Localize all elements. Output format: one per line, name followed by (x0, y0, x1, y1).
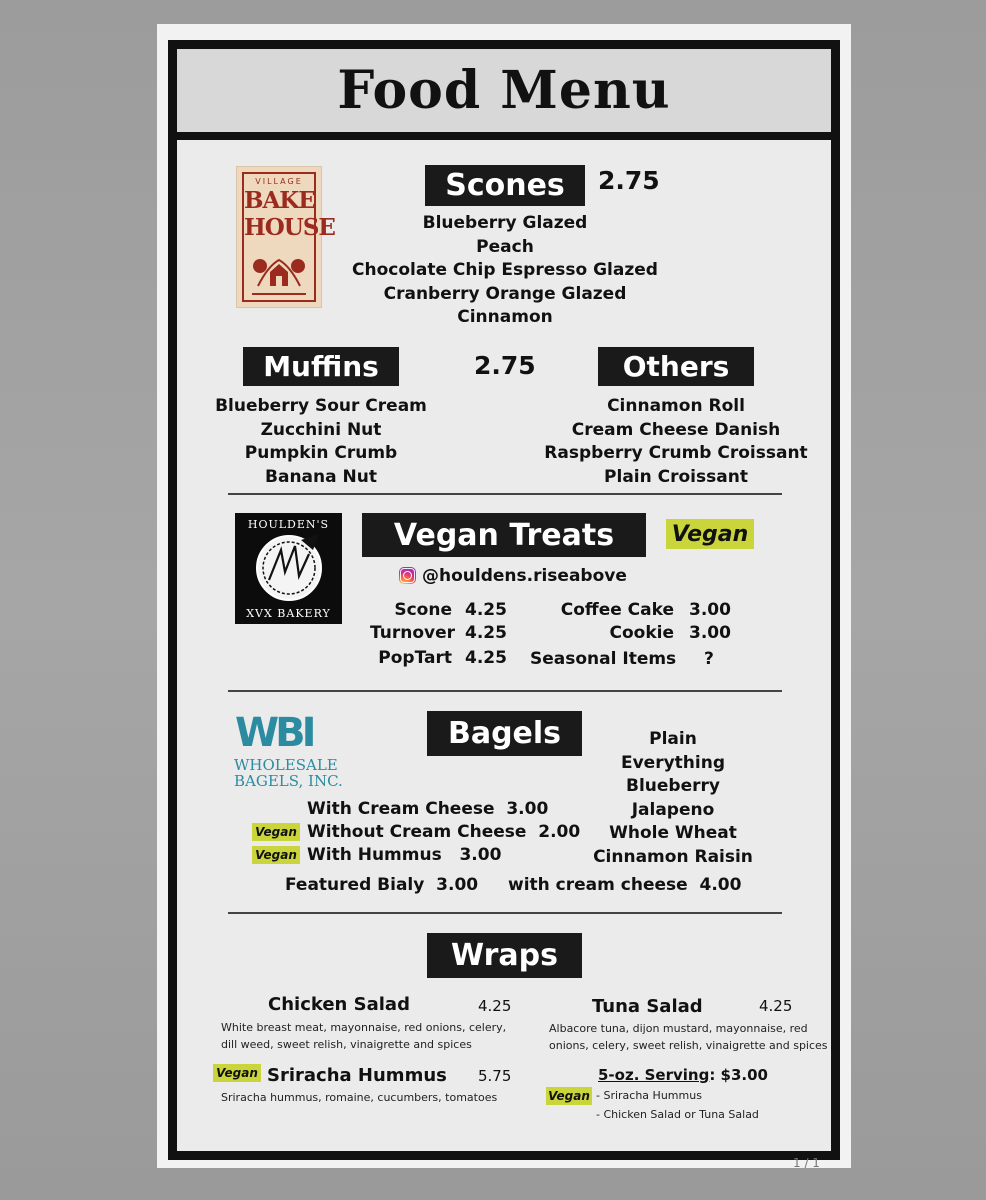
bagel-without-cream-cheese: Without Cream Cheese 2.00 (307, 822, 581, 842)
sriracha-hummus-desc: Sriracha hummus, romaine, cucumbers, tomatoes (221, 1091, 498, 1104)
list-item: Banana Nut (265, 466, 377, 487)
list-item: Cinnamon (457, 307, 553, 327)
treat-price: 4.25 (465, 648, 507, 668)
list-item: Blueberry Sour Cream (215, 396, 427, 416)
houldens-logo-bottom: XVX BAKERY (246, 607, 331, 620)
vegan-badge: Vegan (252, 823, 300, 841)
sriracha-hummus-name: Sriracha Hummus (267, 1065, 447, 1086)
treat-name: Cookie (609, 623, 674, 643)
desc-line: Albacore tuna, dijon mustard, mayonnaise, red (549, 1022, 808, 1035)
bagel-with-cream-cheese: With Cream Cheese 3.00 (307, 799, 549, 819)
muffins-price: 2.75 (474, 351, 536, 380)
list-item: Chocolate Chip Espresso Glazed (352, 260, 658, 280)
serving-option: - Sriracha Hummus (596, 1089, 702, 1102)
vegan-badge: Vegan (546, 1087, 592, 1105)
wbi-logo-line1: WHOLESALE (234, 756, 338, 774)
list-item: Plain (649, 729, 697, 749)
treat-name: Turnover (370, 623, 455, 643)
wbi-logo-text (234, 757, 343, 789)
treat-name: PopTart (378, 648, 452, 668)
tuna-salad-desc (549, 1020, 828, 1054)
houldens-logo-top: HOULDEN'S (247, 518, 330, 531)
village-bakehouse-logo (236, 166, 335, 308)
desc-line: White breast meat, mayonnaise, red onions, celery, (221, 1021, 507, 1034)
treat-price: 3.00 (689, 623, 731, 643)
instagram-handle: @houldens.riseabove (422, 566, 627, 586)
treat-price: ? (704, 649, 714, 669)
rise-above-pizza-icon (249, 532, 329, 604)
bagel-flavors-list (573, 728, 773, 869)
others-list (540, 395, 812, 489)
vegan-badge: Vegan (252, 846, 300, 864)
treat-name: Seasonal Items (530, 649, 677, 669)
bagel-with-hummus: With Hummus 3.00 (307, 845, 502, 865)
serving-line (598, 1066, 768, 1084)
list-item: Blueberry Glazed (422, 213, 588, 233)
desc-line: onions, celery, sweet relish, vinaigrette and spices (549, 1039, 828, 1052)
others-label: Others (598, 347, 754, 386)
section-divider (228, 493, 782, 495)
page-title: Food Menu (337, 60, 671, 121)
scones-list (340, 212, 670, 330)
muffins-label: Muffins (243, 347, 399, 386)
list-item: Peach (476, 236, 534, 257)
list-item: Plain Croissant (604, 466, 748, 487)
instagram-icon (399, 567, 416, 584)
sriracha-hummus-price: 5.75 (478, 1067, 512, 1085)
serving-label: 5-oz. Serving (598, 1066, 710, 1084)
vegan-treats-label: Vegan Treats (362, 513, 646, 557)
list-item: Cream Cheese Danish (571, 419, 781, 440)
vegan-badge: Vegan (213, 1064, 261, 1082)
list-item: Blueberry (626, 776, 720, 796)
treat-price: 4.25 (465, 623, 507, 643)
chicken-salad-desc (221, 1019, 506, 1053)
serving-option: - Chicken Salad or Tuna Salad (596, 1108, 759, 1121)
vegan-badge: Vegan (666, 519, 754, 549)
scones-price: 2.75 (598, 166, 660, 195)
list-item: Zucchini Nut (260, 419, 382, 440)
bakehouse-logo-village: VILLAGE (255, 177, 303, 186)
list-item: Jalapeno (631, 799, 715, 820)
treat-name: Scone (394, 600, 452, 620)
bakehouse-logo-border (242, 172, 335, 302)
tuna-salad-name: Tuna Salad (592, 996, 703, 1017)
featured-bialy-cream-cheese: with cream cheese 4.00 (508, 875, 742, 895)
bakehouse-logo-house: HOUSE (244, 214, 335, 241)
treat-price: 4.25 (465, 600, 507, 620)
featured-bialy: Featured Bialy 3.00 (285, 875, 479, 895)
bakehouse-logo-bake: BAKE (244, 187, 315, 214)
serving-price: : $3.00 (709, 1066, 768, 1084)
houldens-bakery-logo (235, 513, 342, 624)
desc-line: dill weed, sweet relish, vinaigrette and spices (221, 1038, 472, 1051)
list-item: Cinnamon Roll (607, 396, 745, 416)
header-band (177, 49, 831, 140)
list-item: Pumpkin Crumb (244, 443, 398, 463)
bakehouse-village-illustration-icon (248, 246, 310, 298)
section-divider (228, 912, 782, 914)
scones-label: Scones (425, 165, 585, 206)
list-item: Cinnamon Raisin (593, 846, 753, 867)
list-item: Cranberry Orange Glazed (383, 283, 627, 304)
list-item: Raspberry Crumb Croissant (544, 443, 808, 463)
treat-price: 3.00 (689, 600, 731, 620)
chicken-salad-price: 4.25 (478, 997, 512, 1015)
wbi-logo-mark: WBI (235, 710, 313, 756)
muffins-list (200, 395, 442, 489)
page-number: 1 / 1 (793, 1156, 820, 1170)
tuna-salad-price: 4.25 (759, 997, 793, 1015)
wraps-label: Wraps (427, 933, 582, 978)
list-item: Everything (620, 752, 726, 773)
treat-name: Coffee Cake (560, 600, 674, 620)
section-divider (228, 690, 782, 692)
list-item: Whole Wheat (609, 823, 737, 843)
bagels-label: Bagels (427, 711, 582, 756)
wbi-logo-line2: BAGELS, INC. (234, 772, 343, 790)
chicken-salad-name: Chicken Salad (268, 994, 410, 1015)
